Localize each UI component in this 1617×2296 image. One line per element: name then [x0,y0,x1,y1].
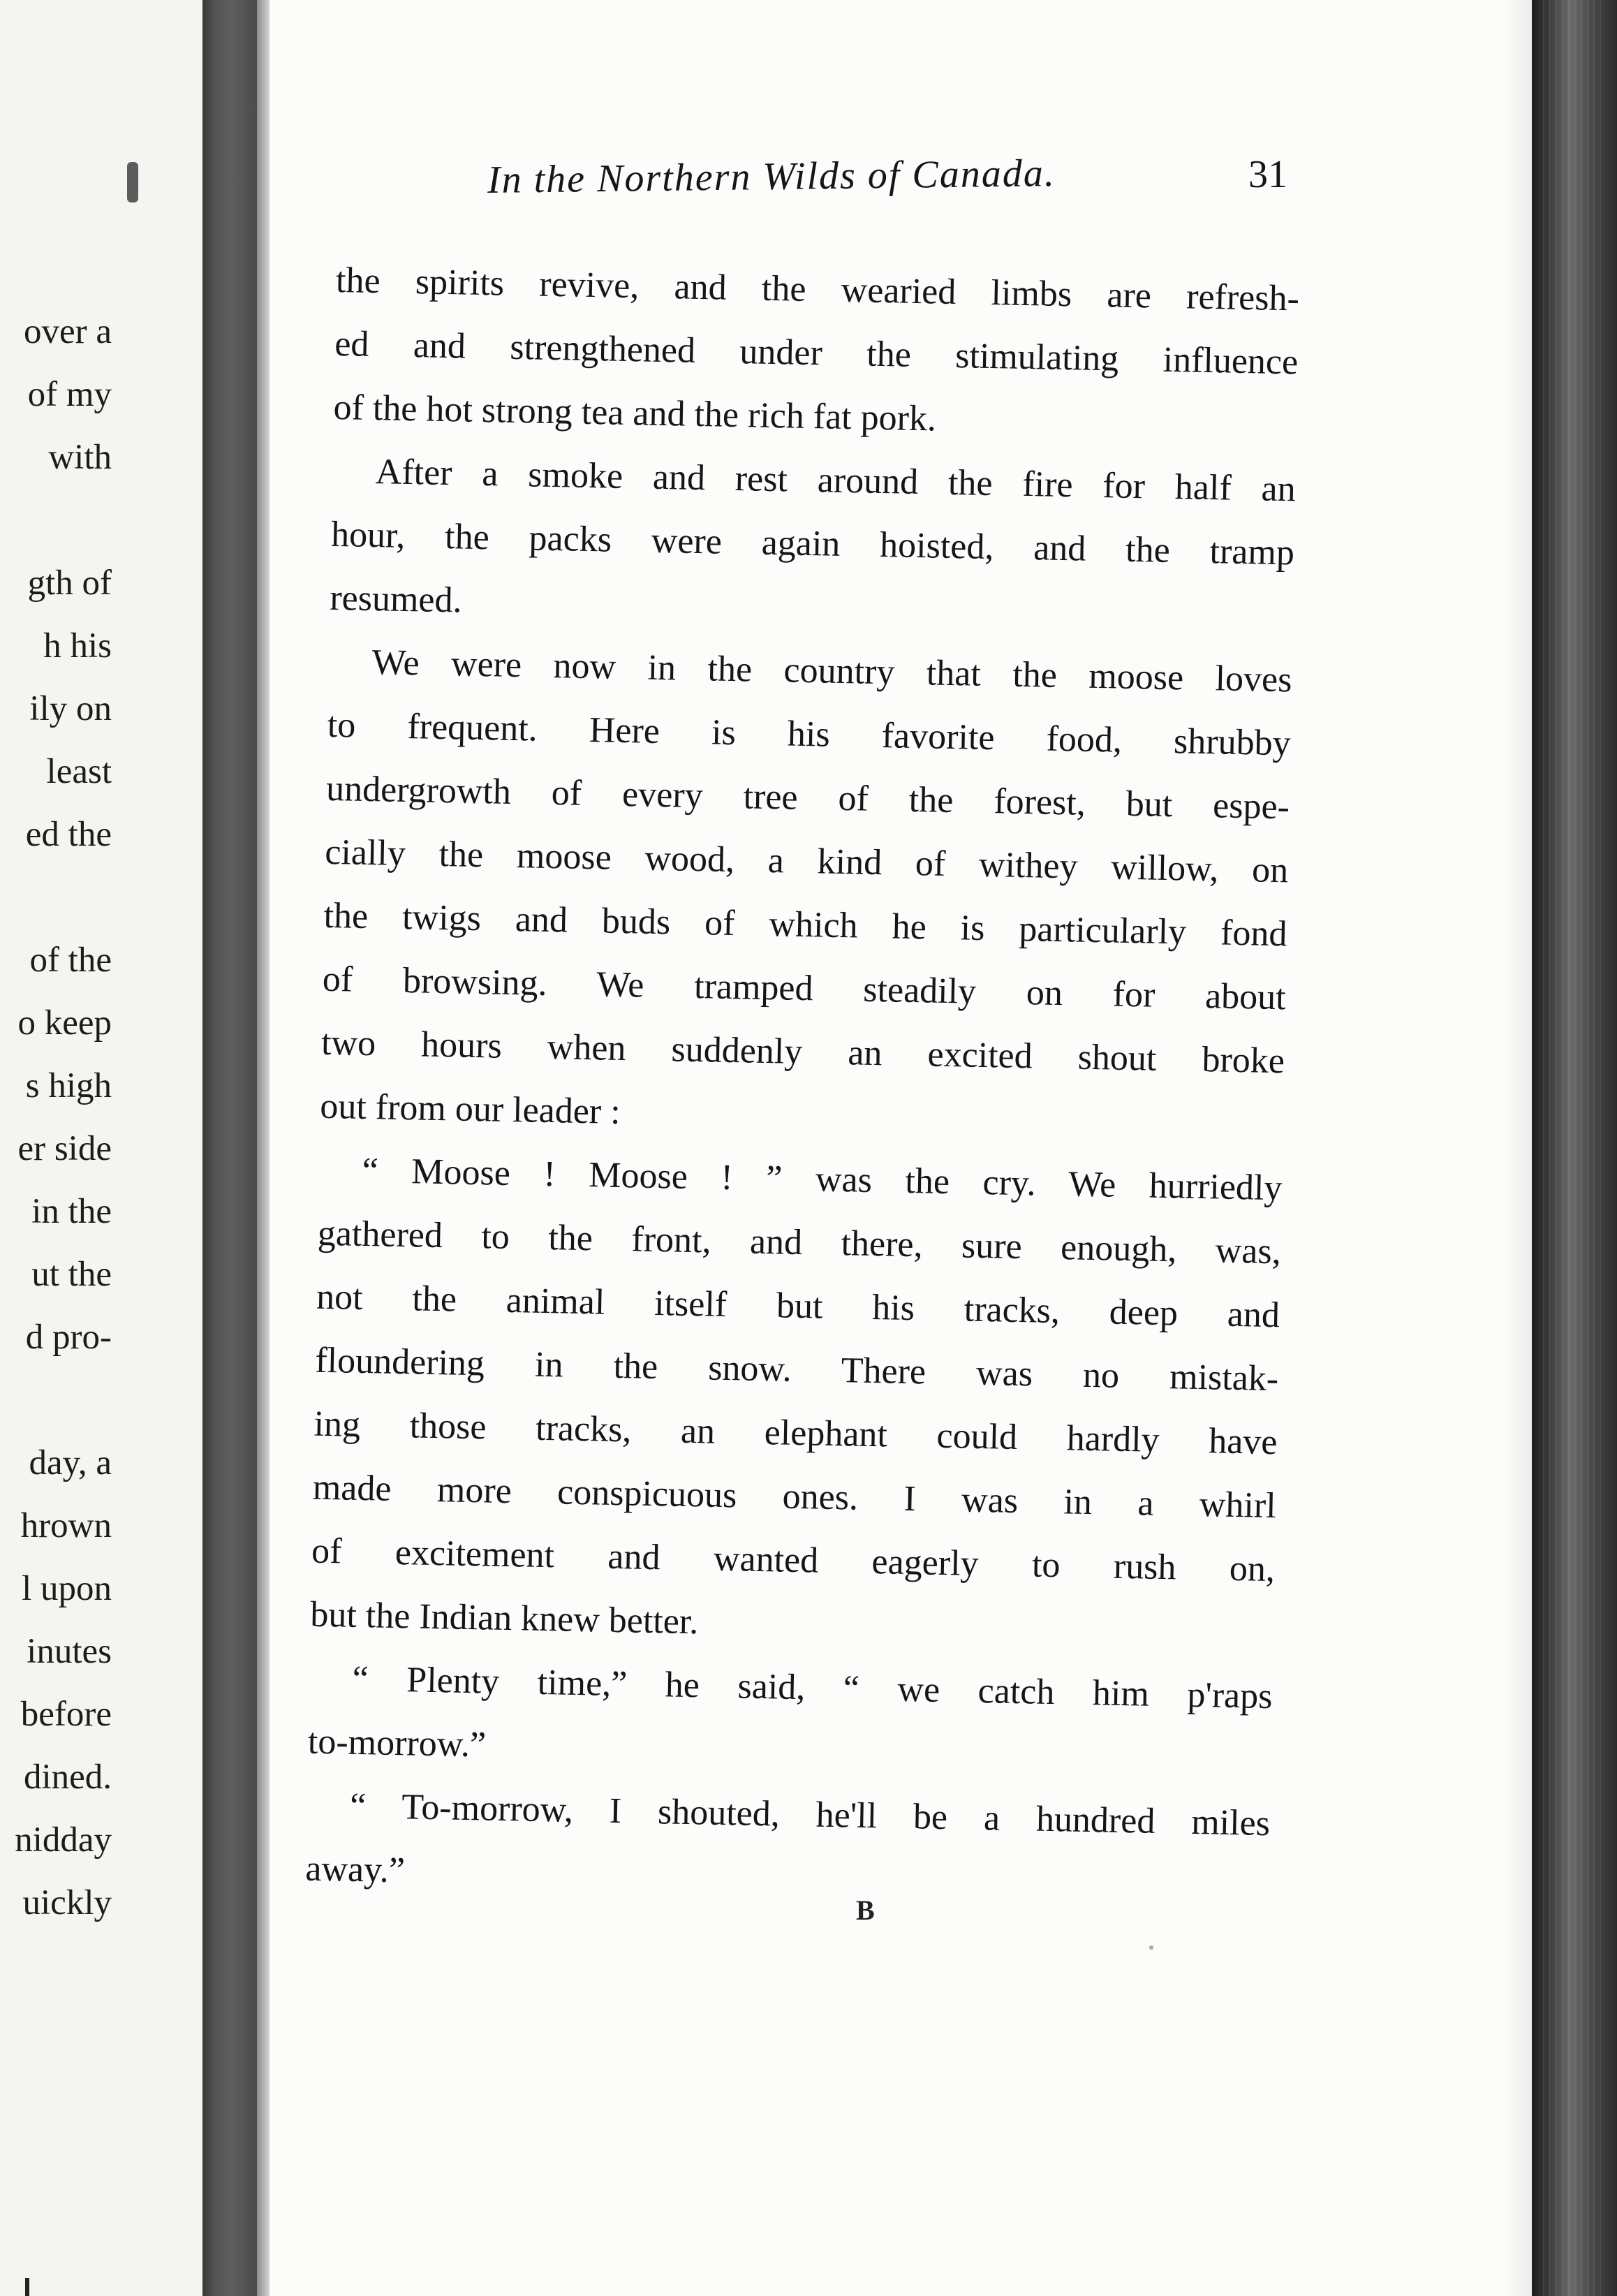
text-line: ed and strengthened under the stimulating influence [334,323,1299,383]
text-line: cially the moose wood, a kind of withey willow, on [324,832,1289,891]
ink-mark [127,162,138,203]
paper-speck [1149,1945,1153,1950]
left-page-line: before [20,1695,112,1734]
text-line: out from our leader : [319,1086,621,1133]
previous-page-fragment [0,0,202,2296]
text-line: but the Indian knew better. [309,1594,699,1642]
text-line: not the animal itself but his tracks, deep and [316,1276,1280,1336]
left-page-line: dined. [23,1758,112,1797]
text-line: “ Plenty time,” he said, “ we catch him p'raps [352,1658,1273,1717]
left-page-line: h his [43,626,112,665]
text-line: We were now in the country that the moose loves [371,642,1292,700]
left-page-line: o keep [17,1003,112,1043]
left-page-line: l upon [22,1569,112,1608]
text-line: hour, the packs were again hoisted, and the tramp [330,514,1295,573]
paper-speck [251,105,256,109]
left-page-line: inutes [27,1632,112,1671]
left-page-line: uickly [22,1883,112,1922]
text-line: away.” [304,1848,406,1891]
left-page-line: gth of [27,564,112,603]
left-page-line: hrown [20,1506,112,1545]
page-edge-shadow [1501,0,1532,2296]
left-page-line: d pro- [25,1318,112,1357]
left-page-line: over a [23,312,112,351]
text-line: “ Moose ! Moose ! ” was the cry. We hurriedly [362,1150,1283,1209]
left-page-line: ed the [25,815,112,854]
ink-mark [25,2278,29,2296]
text-line: After a smoke and rest around the fire for half an [375,452,1297,510]
text-line: of the hot strong tea and the rich fat pork. [333,387,937,439]
text-line: the spirits revive, and the wearied limbs are refresh- [335,260,1300,319]
left-page-line: s high [25,1066,112,1105]
left-page-line: nidday [15,1820,112,1860]
book-binding-gutter [202,0,257,2296]
left-page-line: of my [27,375,112,414]
left-page-line: of the [29,941,112,980]
text-line: to frequent. Here is his favorite food, shrubby [327,705,1292,764]
left-page-line: er side [17,1129,112,1168]
page-number: 31 [1248,153,1287,196]
text-line: to-morrow.” [307,1721,487,1765]
text-line: made more conspicuous ones. I was in a whirl [312,1467,1277,1526]
text-line: gathered to the front, and there, sure enough, was, [317,1213,1282,1272]
left-page-line: ut the [31,1255,112,1294]
body-text [305,249,1300,1919]
page-stack-lines [1543,0,1606,2296]
printer-signature-mark: B [856,1894,875,1926]
text-line: resumed. [329,577,463,621]
text-line: ing those tracks, an elephant could hardly have [313,1404,1278,1463]
gutter-page-edge [257,0,270,2296]
left-page-line: least [46,752,112,791]
text-line: the twigs and buds of which he is particularly fond [323,895,1287,955]
text-line: “ To-morrow, I shouted, he'll be a hundred miles [349,1786,1271,1844]
text-line: floundering in the snow. There was no mistak- [314,1340,1279,1399]
text-line: undergrowth of every tree of the forest, but espe- [325,768,1290,827]
text-line: of excitement and wanted eagerly to rush on, [311,1531,1276,1590]
left-page-line: day, a [29,1443,112,1482]
left-page-line: with [48,438,112,477]
left-page-line: in the [31,1192,112,1231]
text-line: of browsing. We tramped steadily on for about [322,959,1287,1018]
text-line: two hours when suddenly an excited shout broke [320,1022,1285,1082]
running-title: In the Northern Wilds of Canada. [487,152,1056,202]
left-page-line: ily on [29,689,112,728]
